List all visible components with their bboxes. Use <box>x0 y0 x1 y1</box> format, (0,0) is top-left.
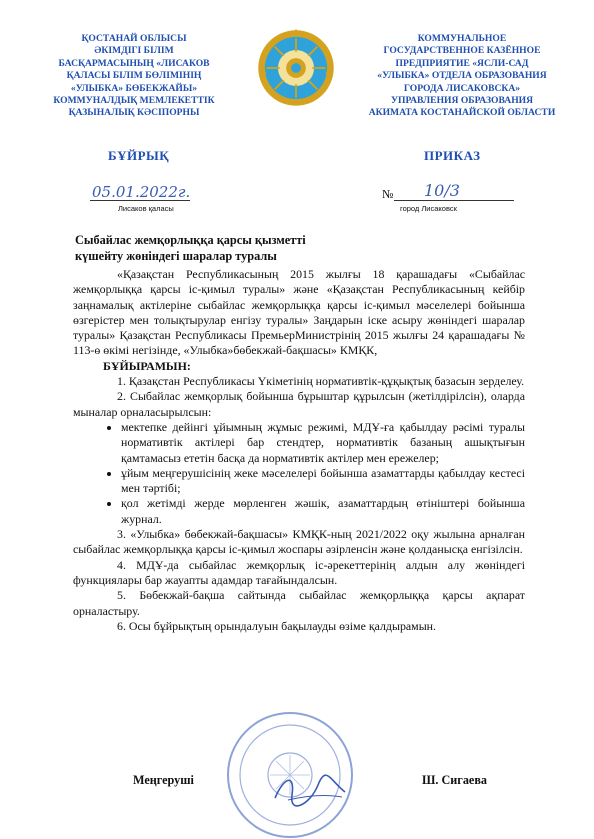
date-underline <box>90 200 190 201</box>
number-underline <box>394 200 514 201</box>
state-emblem-icon <box>255 27 337 109</box>
org-name-ru-line: «УЛЫБКА» ОТДЕЛА ОБРАЗОВАНИЯ <box>377 70 547 82</box>
doc-type-kz: БҰЙРЫҚ <box>108 148 170 163</box>
item-1: 1. Қазақстан Республикасы Үкіметінің нормативтік-құқықтық базасын зерделеу. <box>117 374 525 389</box>
org-name-kz-line: ҚОСТАНАЙ ОБЛЫСЫ <box>81 33 187 44</box>
list-item: қол жетімді жерде мөрленген жәшік, азаматтардың өтініштері бойынша журнал. <box>121 496 525 526</box>
signatory-name: Ш. Сигаева <box>422 773 488 787</box>
org-name-kz <box>34 33 234 120</box>
org-name-ru-line: КОММУНАЛЬНОЕ <box>417 33 507 44</box>
document-title-line: күшейту жөніндегі шаралар туралы <box>75 248 277 263</box>
item-4: 4. МДҰ-да сыбайлас жемқорлық іс-әрекеттерінің алдын алу жөніндегі функциялары бар жауапты адамдар тағайындалсын. <box>73 557 525 587</box>
org-name-kz-line: ҚАЛАСЫ БІЛІМ БӨЛІМІНІҢ <box>66 70 202 82</box>
org-name-kz-line: «УЛЫБКА» БӨБЕКЖАЙЫ» <box>70 82 198 94</box>
list-item: мектепке дейінгі ұйымның жұмыс режимі, МДҰ-ға қабылдау рәсімі туралы нормативтік актілері бар стендтер, нормативтік базаның ашықтығын қамтамасыз ететін басқа да нормативтік актілер мен ережелер; <box>121 419 525 465</box>
handwritten-date: 05.01.2022г. <box>92 183 191 201</box>
document-title-line: Сыбайлас жемқорлыққа қарсы қызметті <box>75 233 306 247</box>
org-name-ru-line: ГОРОДА ЛИСАКОВСКА» <box>403 82 521 94</box>
item-2: 2. Сыбайлас жемқорлық бойынша бұрыштар құрылсын (жетілдірілсін), оларда мыналар орналасырылсын: <box>73 389 525 419</box>
item-5: 5. Бөбекжай-бақша сайтында сыбайлас жемқорлыққа қарсы ақпарат орналастыру. <box>73 588 525 618</box>
number-sign: № <box>382 187 394 201</box>
item-3: 3. «Улыбка» бөбекжай-бақшасы» КМҚК-ның 2021/2022 оқу жылына арналған сыбайлас жемқорлыққа қарсы іс-қимыл жоспары әзірленсін және қолданысқа енгізілсін. <box>73 527 525 557</box>
org-name-ru-line: ГОСУДАРСТВЕННОЕ КАЗЁННОЕ <box>383 45 541 57</box>
document-body <box>73 267 525 634</box>
item-6: 6. Осы бұйрықтың орындалуын бақылауды өзіме қалдырамын. <box>117 618 437 633</box>
org-name-ru-line: УПРАВЛЕНИЯ ОБРАЗОВАНИЯ <box>390 95 534 107</box>
handwritten-signature-icon <box>270 770 350 810</box>
signatory-role: Меңгеруші <box>133 773 194 787</box>
document-title <box>75 233 395 264</box>
org-name-kz-line: ҚАЗЫНАЛЫҚ КӘСІПОРНЫ <box>68 107 200 119</box>
org-name-kz-line: КОММУНАЛДЫҚ МЕМЛЕКЕТТІК <box>53 95 215 107</box>
doc-type-ru: ПРИКАЗ <box>424 148 481 163</box>
org-name-kz-line: БАСҚАРМАСЫНЫҢ «ЛИСАКОВ <box>58 57 210 69</box>
list-item: ұйым меңгерушісінің жеке мәселелері бойынша азаматтарды қабылдау кестесі мен тәртібі; <box>121 465 525 496</box>
handwritten-number: 10/3 <box>424 181 460 200</box>
org-name-kz-line: ӘКІМДІГІ БІЛІМ <box>94 45 174 57</box>
order-word: БҰЙЫРАМЫН: <box>103 358 191 373</box>
place-ru: город Лисаковск <box>400 204 457 213</box>
org-name-ru-line: АКИМАТА КОСТАНАЙСКОЙ ОБЛАСТИ <box>368 107 556 119</box>
place-kz: Лисаков қаласы <box>118 204 174 213</box>
org-name-ru <box>362 33 562 120</box>
item-2-list <box>73 420 525 527</box>
preamble-paragraph: «Қазақстан Республикасының 2015 жылғы 18 қарашадағы «Сыбайлас жемқорлыққа қарсы іс-қимыл туралы» және «Қазақстан Республикасының кейбір заңнамалық актілеріне сыбайлас жемқорлыққа қарсы іс-қимыл мәселелері бойынша өзгерістер мен толықтырулар енгізу туралы» Заңдарын іске асыру жөніндегі шаралар туралы» Қазақстан Республикасы ПремьерМинистрінің 2015 жылғы 24 қарашадағы № 113-ө өкімі негізінде, «Улыбка»бөбекжай-бақшасы» КМҚК, <box>73 267 525 358</box>
org-name-ru-line: ПРЕДПРИЯТИЕ «ЯСЛИ-САД <box>395 57 529 69</box>
